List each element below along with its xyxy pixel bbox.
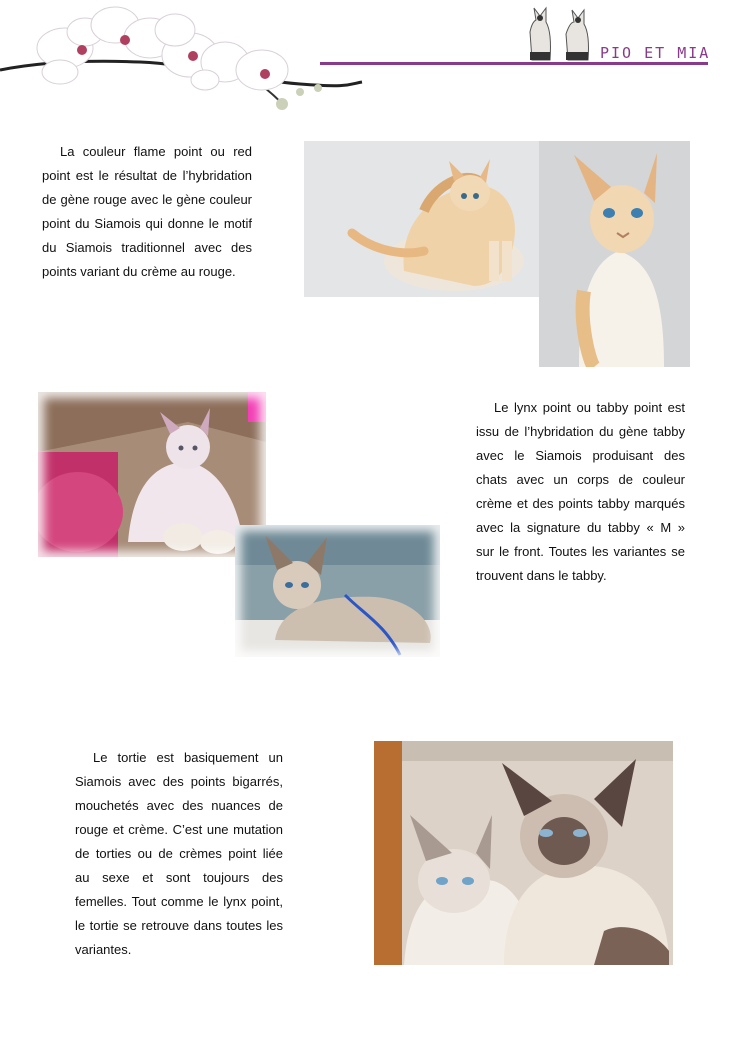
lynx-point-paragraph: Le lynx point ou tabby point est issu de l’hybridation du gène tabby avec le Siamois produisant des chats avec un corps de couleur crème et des points tabby marqués avec la signature du tabby « M » sur le front. Toutes les variantes se trouvent dans le tabby. — [476, 400, 685, 583]
flame-point-paragraph: La couleur flame point ou red point est le résultat de l’hybridation de gène rouge avec le gène couleur point du Siamois qui donne le motif du Siamois traditionnel avec des points variant du crème au rouge. — [42, 144, 252, 279]
brand-title: PIO ET MIA — [600, 44, 711, 62]
header-rule — [320, 62, 708, 65]
siamese-cats-logo-icon — [518, 2, 608, 62]
lynx-point-cat-on-leash-photo — [235, 525, 440, 657]
white-orchid-branch-icon — [0, 0, 370, 118]
flame-point-cat-photo — [304, 141, 540, 297]
tortie-point-cats-photo — [374, 741, 673, 965]
tortie-paragraph: Le tortie est basiquement un Siamois avec des points bigarrés, mouchetés avec des nuances de rouge et crème. C’est une mutation de torties ou de crèmes point liée au sexe et sont toujours des femelles. Tout comme le lynx point, le tortie se retrouve dans toutes les variantes. — [75, 750, 283, 957]
cat-nursing-kittens-photo — [38, 392, 266, 557]
red-point-cat-sitting-photo — [539, 141, 690, 367]
